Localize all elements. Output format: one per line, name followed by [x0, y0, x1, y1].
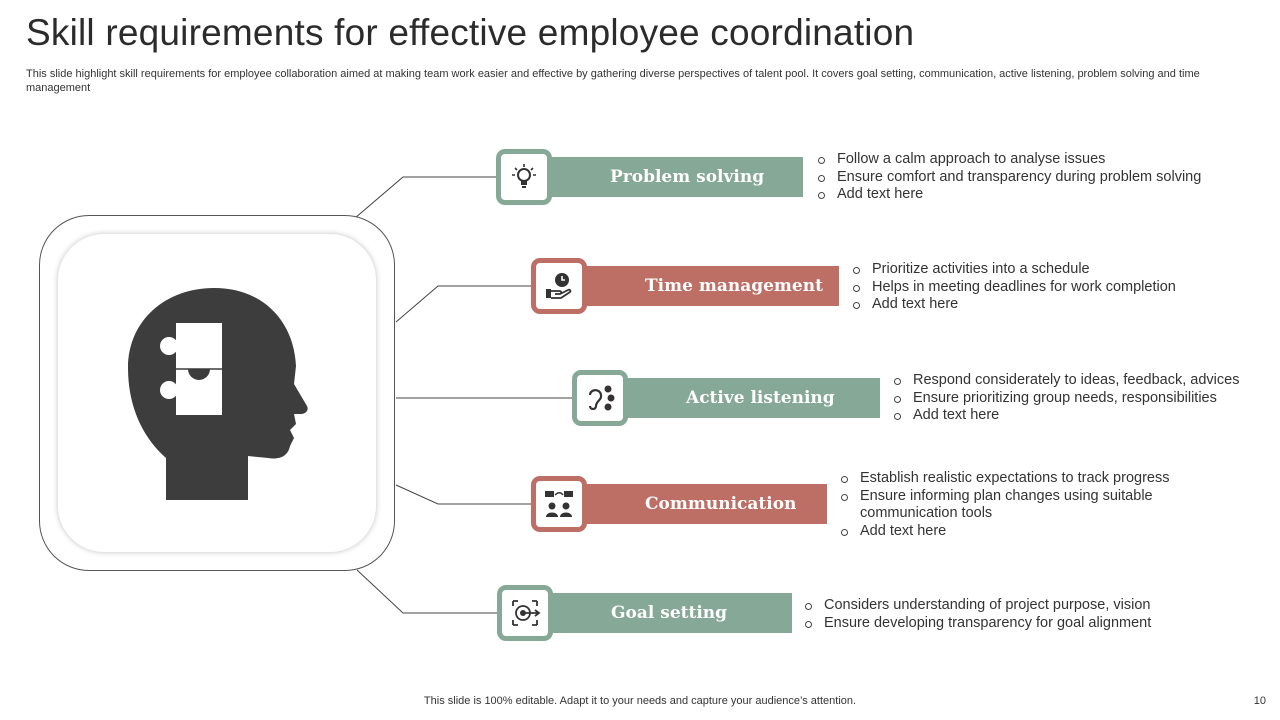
connector-time-management: [396, 286, 533, 322]
bullet-item: Ensure developing transparency for goal alignment: [804, 615, 1204, 633]
bullet-item: Follow a calm approach to analyse issues: [817, 151, 1247, 169]
problem-solving-bullets: [817, 151, 1247, 204]
clock-hand-icon: [531, 258, 587, 314]
lightbulb-icon: [496, 149, 552, 205]
bullet-item: Add text here: [852, 296, 1252, 314]
bullet-item: Add text here: [893, 407, 1263, 425]
skill-communication: [581, 484, 827, 524]
connector-communication: [396, 485, 533, 504]
bullet-item: Considers understanding of project purpose, vision: [804, 597, 1204, 615]
bullet-item: Respond considerately to ideas, feedback, advices: [893, 372, 1263, 390]
head-puzzle-icon: [126, 286, 308, 500]
bullet-item: Ensure informing plan changes using suitable communication tools: [840, 488, 1200, 523]
skill-label: Communication: [645, 494, 797, 514]
bullet-item: Add text here: [817, 186, 1247, 204]
skill-goal-setting: [547, 593, 792, 633]
skill-label: Active listening: [686, 388, 835, 408]
connector-problem-solving: [355, 177, 498, 218]
slide-title: Skill requirements for effective employee coordination: [26, 12, 915, 53]
target-icon: [497, 585, 553, 641]
communication-bullets: [840, 470, 1200, 540]
time-management-bullets: [852, 261, 1252, 314]
page-number: 10: [1253, 695, 1266, 707]
bullet-item: Prioritize activities into a schedule: [852, 261, 1252, 279]
active-listening-bullets: [893, 372, 1263, 425]
bullet-item: Add text here: [840, 523, 1200, 541]
goal-setting-bullets: [804, 597, 1204, 632]
bullet-item: Establish realistic expectations to track progress: [840, 470, 1200, 488]
skill-time-management: [581, 266, 839, 306]
skill-label: Problem solving: [610, 167, 765, 187]
connector-goal-setting: [357, 570, 498, 613]
bullet-item: Helps in meeting deadlines for work completion: [852, 279, 1252, 297]
skill-problem-solving: [546, 157, 803, 197]
slide-subtitle: This slide highlight skill requirements for employee collaboration aimed at making team work easier and effective by gathering diverse perspectives of talent pool. It covers goal setting, communication, active listening, problem solving and time management: [26, 68, 1200, 94]
skill-active-listening: [622, 378, 880, 418]
footer-note: This slide is 100% editable. Adapt it to your needs and capture your audience’s attention.: [423, 695, 857, 707]
people-chat-icon: [531, 476, 587, 532]
skill-label: Time management: [645, 276, 823, 296]
ear-icon: [572, 370, 628, 426]
skill-label: Goal setting: [611, 603, 728, 623]
bullet-item: Ensure prioritizing group needs, responsibilities: [893, 390, 1263, 408]
bullet-item: Ensure comfort and transparency during problem solving: [817, 169, 1247, 187]
